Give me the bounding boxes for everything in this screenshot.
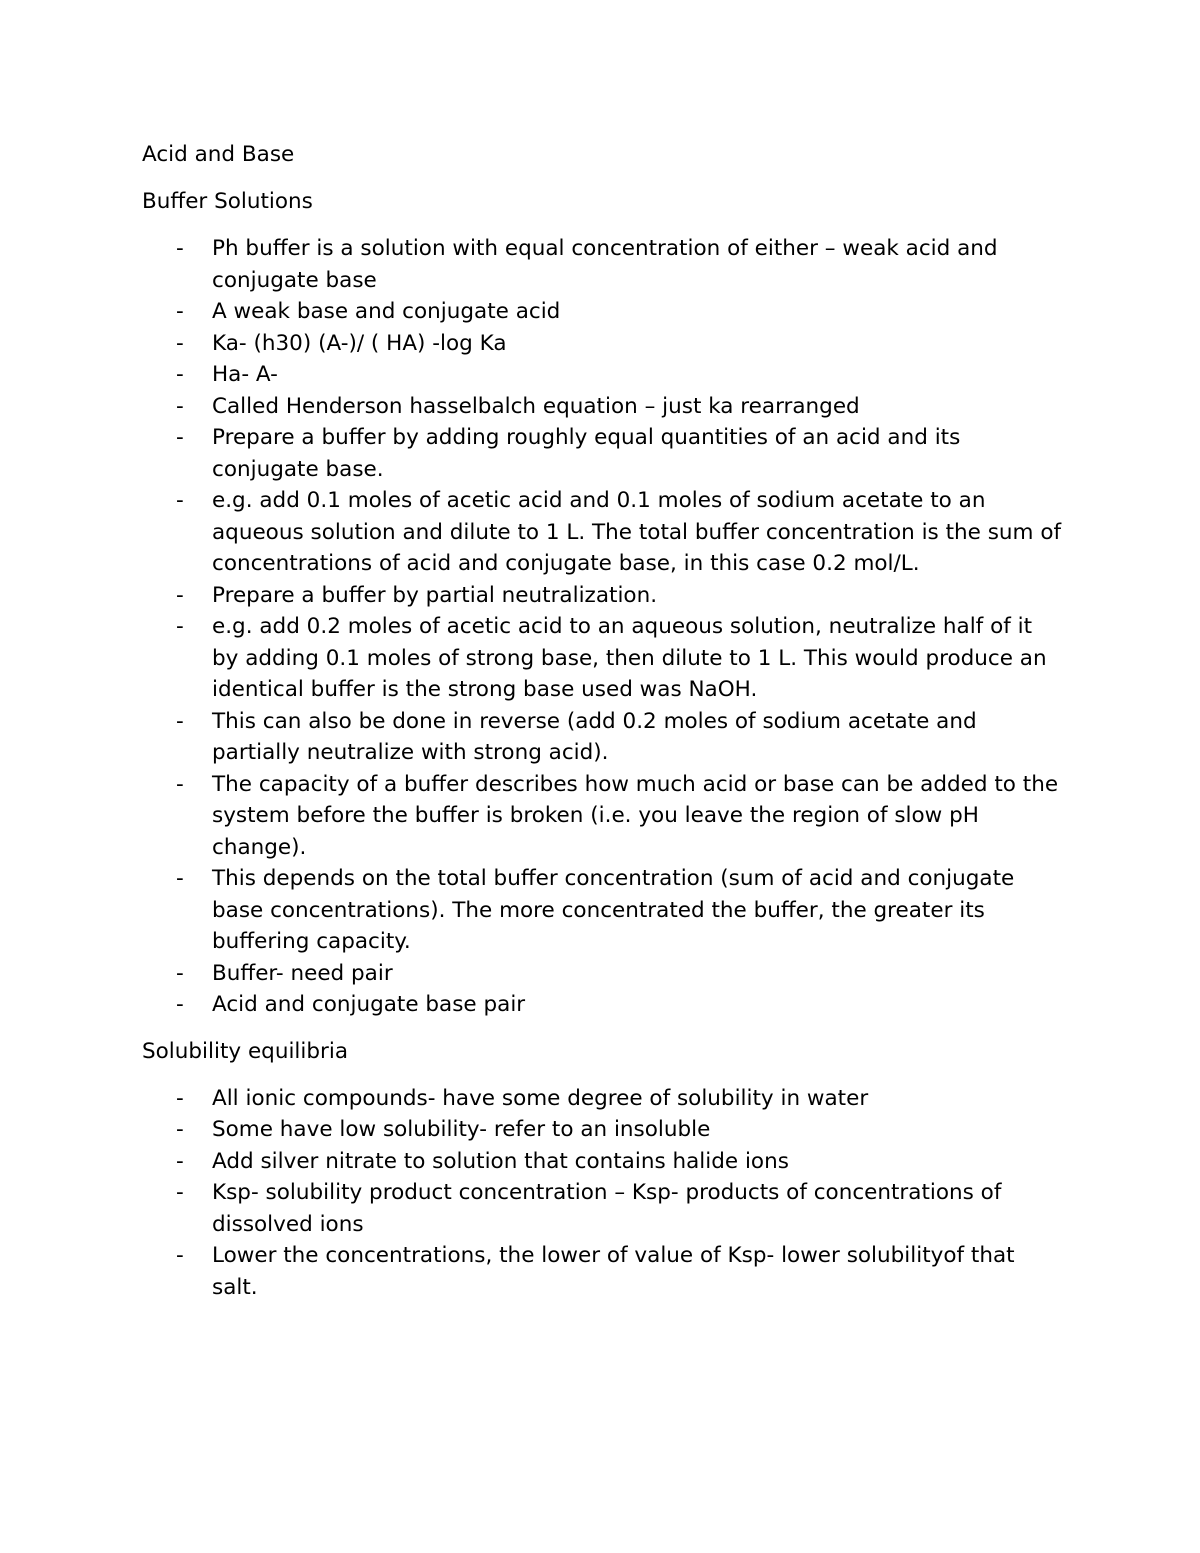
bullet-dash-icon: - bbox=[176, 299, 184, 324]
bullet-dash-icon: - bbox=[176, 425, 184, 450]
list-item bbox=[142, 1177, 1062, 1240]
list-item bbox=[142, 989, 1062, 1021]
list-item-text: The capacity of a buffer describes how much acid or base can be added to the system before the buffer is broken (i.e. you leave the region of slow pH change). bbox=[212, 771, 1059, 860]
bullet-dash-icon: - bbox=[176, 393, 184, 419]
solubility-equilibria-list bbox=[142, 1083, 1062, 1304]
list-item-text: Ph buffer is a solution with equal concentration of either – weak acid and conjugate base bbox=[212, 236, 998, 293]
list-item-text: All ionic compounds- have some degree of solubility in water bbox=[212, 1085, 869, 1111]
list-item-text: Called Henderson hasselbalch equation – just ka rearranged bbox=[212, 393, 860, 419]
list-item-text: Lower the concentrations, the lower of value of Ksp- lower solubilityof that salt. bbox=[212, 1243, 1015, 1300]
list-item-text: A weak base and conjugate acid bbox=[212, 299, 561, 324]
list-item-text: Add silver nitrate to solution that contains halide ions bbox=[212, 1148, 789, 1174]
bullet-dash-icon: - bbox=[176, 582, 184, 608]
buffer-solutions-list bbox=[142, 233, 1062, 1021]
bullet-dash-icon: - bbox=[176, 866, 184, 891]
bullet-dash-icon: - bbox=[176, 1117, 184, 1142]
list-item-text: Ksp- solubility product concentration – Ksp- products of concentrations of dissolved ions bbox=[212, 1180, 1002, 1237]
bullet-dash-icon: - bbox=[176, 1180, 184, 1205]
bullet-dash-icon: - bbox=[176, 1085, 184, 1111]
list-item bbox=[142, 580, 1062, 612]
list-item bbox=[142, 328, 1062, 360]
bullet-dash-icon: - bbox=[176, 992, 184, 1017]
list-item-text: Acid and conjugate base pair bbox=[212, 992, 526, 1017]
list-item bbox=[142, 769, 1062, 864]
bullet-dash-icon: - bbox=[176, 488, 184, 513]
bullet-dash-icon: - bbox=[176, 330, 184, 356]
document-title: Acid and Base bbox=[142, 142, 295, 167]
list-item bbox=[142, 1240, 1062, 1303]
list-item-text: Prepare a buffer by partial neutralization. bbox=[212, 582, 658, 608]
list-item bbox=[142, 485, 1062, 580]
list-item-text: e.g. add 0.2 moles of acetic acid to an aqueous solution, neutralize half of it by adding 0.1 moles of strong base, then dilute to 1 L. This would produce an identical buffer is the strong base used was NaOH. bbox=[212, 614, 1047, 702]
list-item bbox=[142, 391, 1062, 423]
document-page bbox=[142, 139, 1062, 1318]
bullet-dash-icon: - bbox=[176, 708, 184, 734]
list-item-text: Ka- (h30) (A-)/ ( HA) -log Ka bbox=[212, 330, 507, 356]
list-item-text: Prepare a buffer by adding roughly equal quantities of an acid and its conjugate base. bbox=[212, 425, 961, 482]
list-item-text: Buffer- need pair bbox=[212, 960, 393, 986]
list-item bbox=[142, 958, 1062, 990]
list-item-text: Ha- A- bbox=[212, 362, 278, 387]
list-item bbox=[142, 359, 1062, 391]
list-item bbox=[142, 1146, 1062, 1178]
section-heading-solubility-equilibria: Solubility equilibria bbox=[142, 1038, 349, 1064]
list-item bbox=[142, 611, 1062, 706]
list-item-text: Some have low solubility- refer to an insoluble bbox=[212, 1117, 711, 1142]
list-item bbox=[142, 863, 1062, 958]
bullet-dash-icon: - bbox=[176, 614, 184, 639]
list-item bbox=[142, 233, 1062, 296]
list-item-text: e.g. add 0.1 moles of acetic acid and 0.1 moles of sodium acetate to an aqueous solution and dilute to 1 L. The total buffer concentration is the sum of concentrations of acid and conjugate base, in this case 0.2 mol/L. bbox=[212, 488, 1062, 576]
list-item bbox=[142, 422, 1062, 485]
list-item-text: This depends on the total buffer concentration (sum of acid and conjugate base concentrations). The more concentrated the buffer, the greater its buffering capacity. bbox=[212, 866, 1015, 954]
bullet-dash-icon: - bbox=[176, 1148, 184, 1174]
bullet-dash-icon: - bbox=[176, 236, 184, 261]
list-item bbox=[142, 1114, 1062, 1146]
bullet-dash-icon: - bbox=[176, 362, 184, 387]
list-item bbox=[142, 296, 1062, 328]
bullet-dash-icon: - bbox=[176, 771, 184, 797]
list-item bbox=[142, 1083, 1062, 1115]
list-item bbox=[142, 706, 1062, 769]
bullet-dash-icon: - bbox=[176, 960, 184, 986]
section-heading-buffer-solutions: Buffer Solutions bbox=[142, 189, 313, 214]
list-item-text: This can also be done in reverse (add 0.2 moles of sodium acetate and partially neutralize with strong acid). bbox=[212, 708, 977, 765]
bullet-dash-icon: - bbox=[176, 1243, 184, 1268]
